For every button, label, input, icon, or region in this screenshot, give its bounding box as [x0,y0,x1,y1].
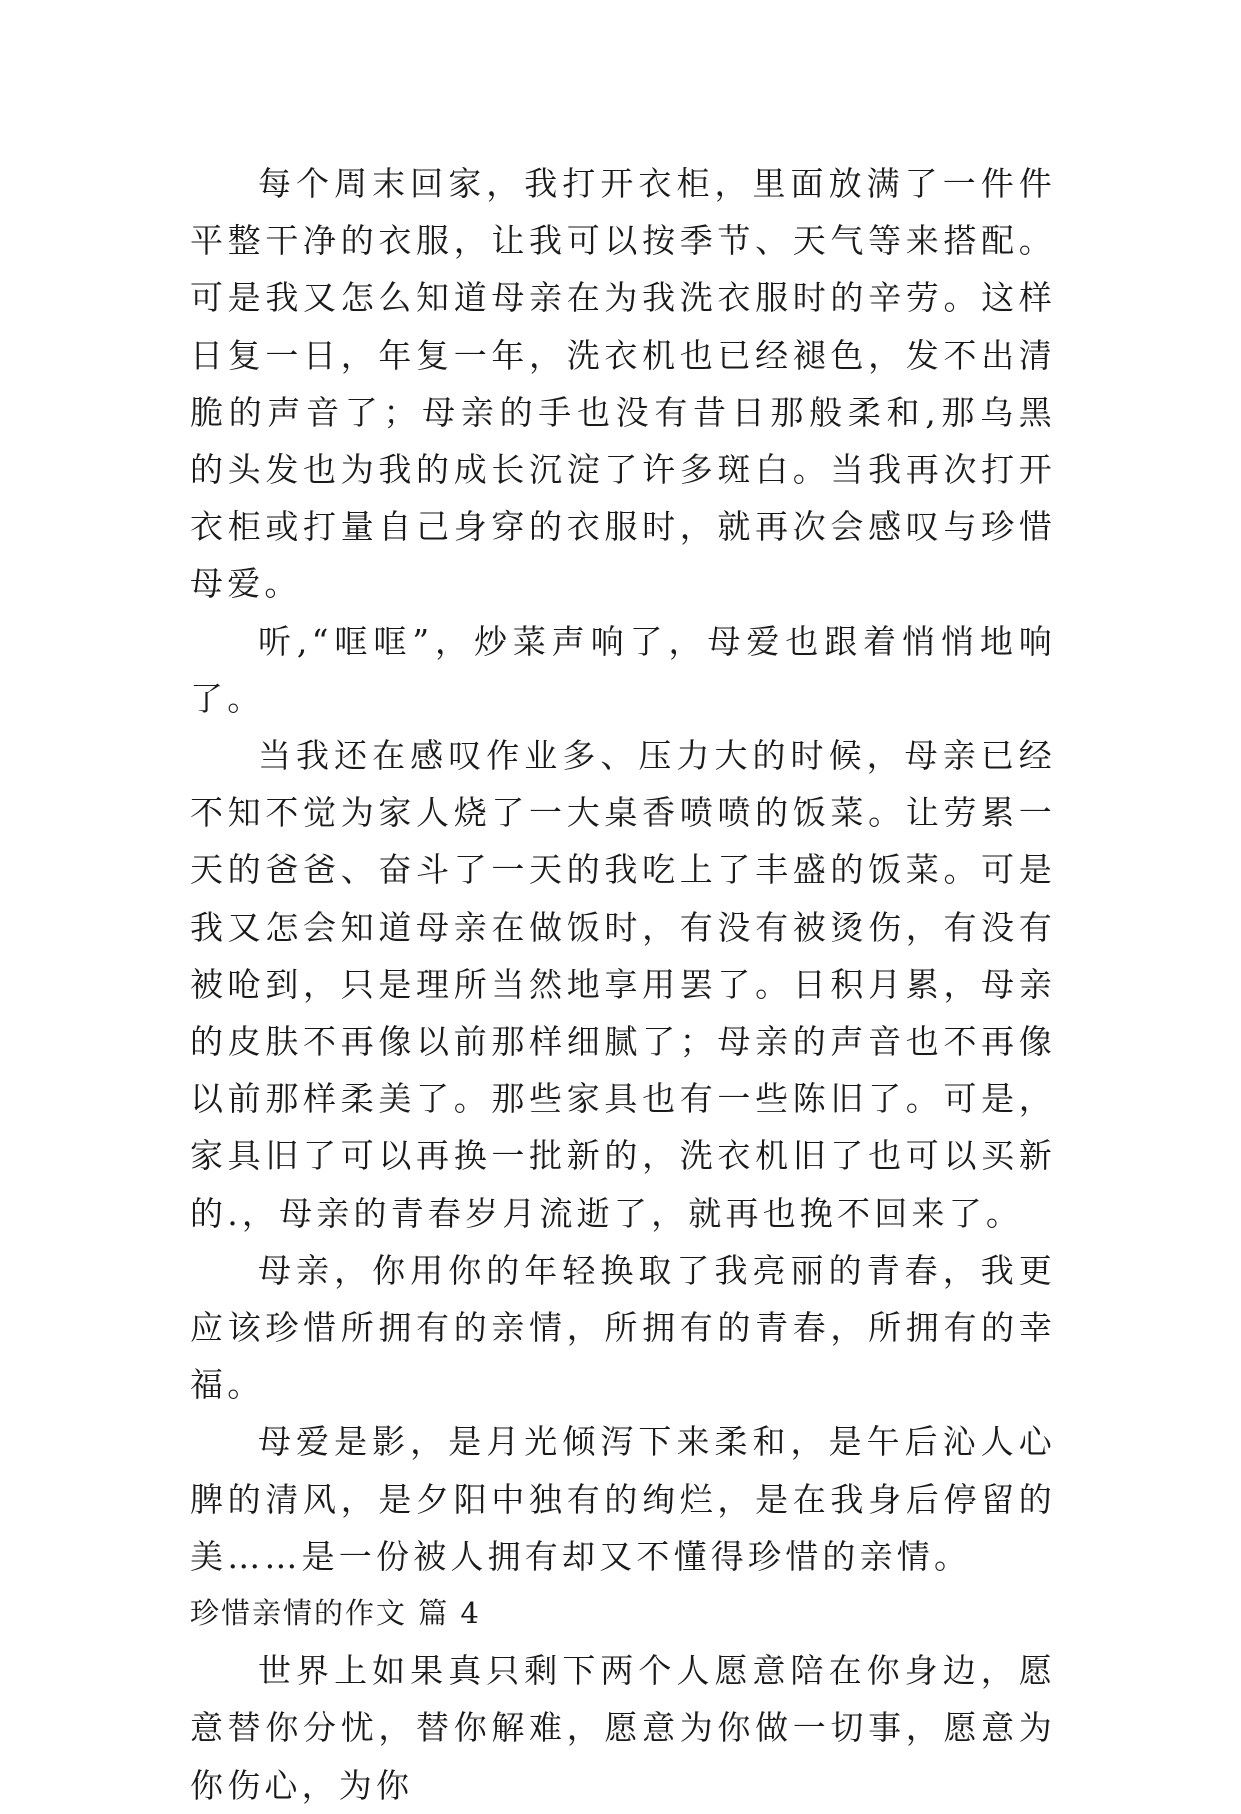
paragraph: 母亲，你用你的年轻换取了我亮丽的青春，我更应该珍惜所拥有的亲情，所拥有的青春，所拥有的幸福。 [190,1250,1056,1405]
section-heading: 珍惜亲情的作文 篇 4 [190,1596,481,1631]
paragraph: 世界上如果真只剩下两个人愿意陪在你身边，愿意替你分忧，替你解难，愿意为你做一切事，愿意为你伤心，为你 [190,1651,1056,1805]
document-page [190,155,1056,1814]
paragraph: 听,“哐哐”，炒菜声响了，母爱也跟着悄悄地响了。 [190,621,1056,718]
paragraph: 每个周末回家，我打开衣柜，里面放满了一件件平整干净的衣服，让我可以按季节、天气等来搭配。可是我又怎么知道母亲在为我洗衣服时的辛劳。这样日复一日，年复一年，洗衣机也已经褪色，发不出清脆的声音了；母亲的手也没有昔日那般柔和,那乌黑的头发也为我的成长沉淀了许多斑白。当我再次打开衣柜或打量自己身穿的衣服时，就再次会感叹与珍惜母爱。 [190,164,1056,604]
paragraph: 母爱是影，是月光倾泻下来柔和，是午后沁人心脾的清风，是夕阳中独有的绚烂，是在我身后停留的美……是一份被人拥有却又不懂得珍惜的亲情。 [190,1422,1056,1576]
paragraph: 当我还在感叹作业多、压力大的时候，母亲已经不知不觉为家人烧了一大桌香喷喷的饭菜。让劳累一天的爸爸、奋斗了一天的我吃上了丰盛的饭菜。可是我又怎会知道母亲在做饭时，有没有被烫伤，有没有被呛到，只是理所当然地享用罢了。日积月累，母亲的皮肤不再像以前那样细腻了；母亲的声音也不再像以前那样柔美了。那些家具也有一些陈旧了。可是，家具旧了可以再换一批新的，洗衣机旧了也可以买新的.，母亲的青春岁月流逝了，就再也挽不回来了。 [190,736,1056,1233]
